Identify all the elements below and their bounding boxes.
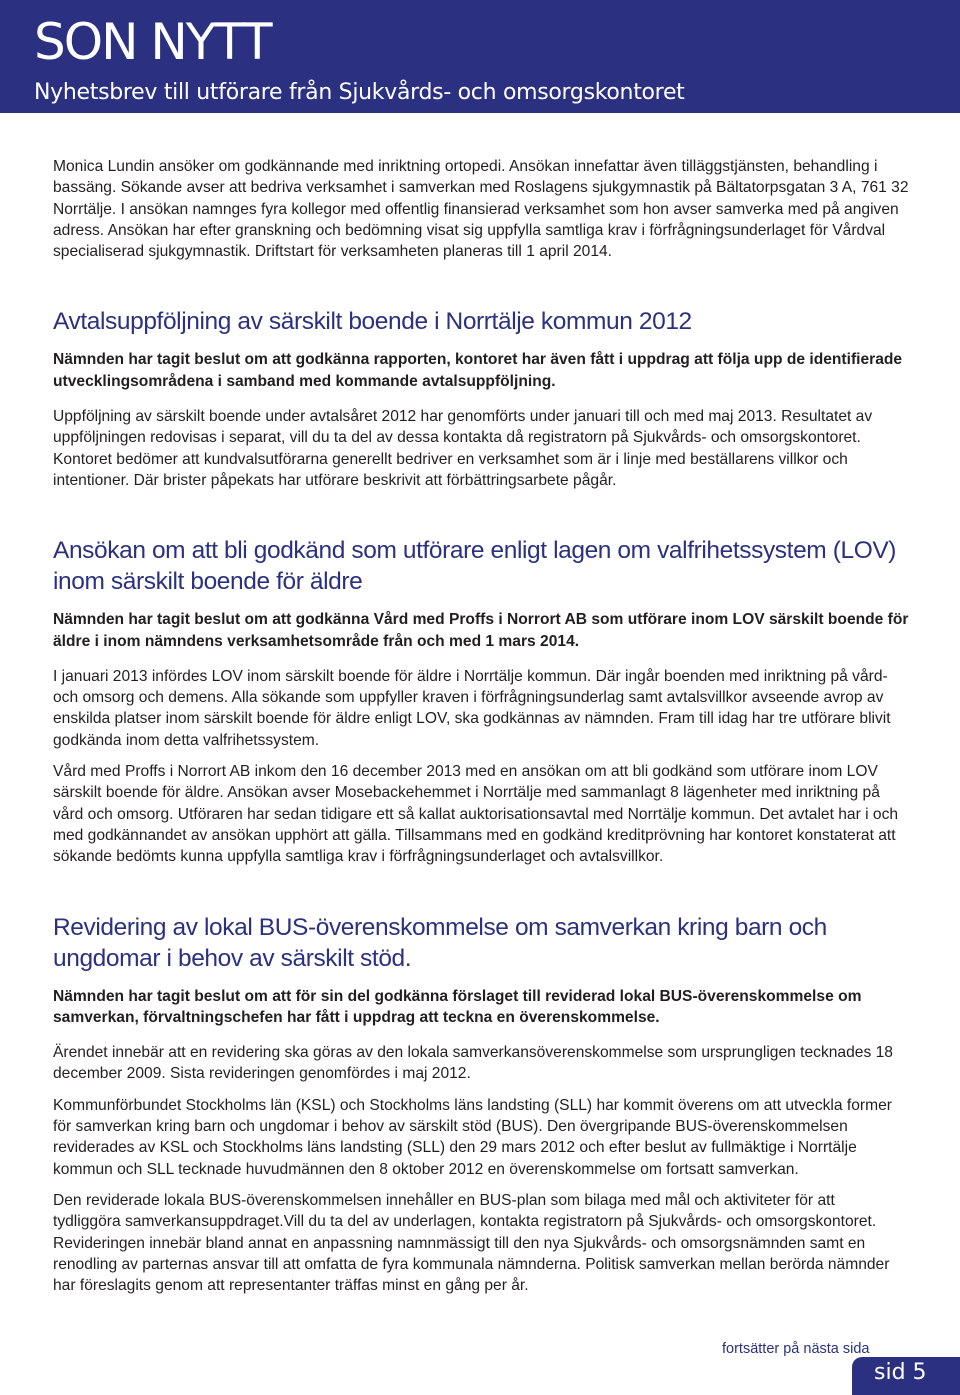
section-body: I januari 2013 infördes LOV inom särskilt boende för äldre i Norrtälje kommun. Där ingår boenden med inriktning på vård- och omsorg och demens. Alla sökande som uppfyller kraven i förfrågningsunderlag samt avtalsvillkor avseende avrop av enskilda platser inom särskilt boende för äldre enligt LOV, ska godkännas av nämnden. Fram till idag har tre utförare blivit godkända inom detta valfrihetssystem. [53, 667, 891, 749]
newsletter-subtitle: Nyhetsbrev till utförare från Sjukvårds- och omsorgskontoret [34, 80, 685, 105]
newsletter-header [0, 0, 960, 113]
section-decision: Nämnden har tagit beslut om att för sin del godkänna förslaget till reviderad lokal BUS-överenskommelse om samverkan, förvaltningschefen har fått i uppdrag att teckna en överenskommelse. [53, 987, 862, 1026]
section-body: Den reviderade lokala BUS-överenskommelsen innehåller en BUS-plan som bilaga med mål och aktiviteter för att tydliggöra samverkansuppdraget.Vill du ta del av underlagen, kontakta registratorn på Sjukvårds- och omsorgskontoret. Revideringen innebär bland annat en anpassning namnmässigt till den nya Sjukvårds- och omsorgsnämnden samt en renodling av parternas ansvar till att omfatta de fyra kommunala nämnderna. Politisk samverkan mellan berörda nämnder har föreslagits genom att representanter träffas minst en gång per år. [53, 1191, 890, 1295]
continues-next-page-link[interactable]: fortsätter på nästa sida [722, 1341, 870, 1357]
section-body: Vård med Proffs i Norrort AB inkom den 16 december 2013 med en ansökan om att bli godkänd som utförare inom LOV särskilt boende för äldre. Ansökan avser Mosebackehemmet i Norrtälje med sammanlagt 8 lägenheter med inriktning på vård och omsorg. Utföraren har sedan tidigare ett så kallat auktorisationsavtal med Norrtälje kommun. Det avtalet har i och med godkännandet av ansökan upphört att gälla. Tillsammans med en godkänd kreditprövning har kontoret konstaterat att sökande bedömts kunna uppfylla samtliga krav i förfrågningsunderlaget och avtalsvillkor. [53, 763, 899, 866]
page-number: sid 5 [874, 1360, 927, 1385]
section-body: Uppföljning av särskilt boende under avtalsåret 2012 har genomförts under januari till och med maj 2013. Resultatet av uppföljningen redovisas i separat, vill du ta del av dessa kontakta då registratorn på Sjukvårds- och omsorgskontoret. Kontoret bedömer att kundvalsutförarna generellt bedriver en verksamhet som är i linje med beställarens villkor och intentioner. Där brister påpekats har utförare beskrivit att förbättringsarbete pågår. [53, 408, 873, 489]
section-body: Ärendet innebär att en revidering ska göras av den lokala samverkansöverenskommelse som ursprungligen tecknades 18 december 2009. Sista revideringen genomfördes i maj 2012. [53, 1044, 893, 1083]
newsletter-title: SON NYTT [34, 13, 271, 71]
section-body: Kommunförbundet Stockholms län (KSL) och Stockholms läns landsting (SLL) har kommit överens om att utveckla former för samverkan kring barn och ungdomar i behov av särskilt stöd (BUS). Den övergripande BUS-överenskommelsen reviderades av KSL och Stockholms läns landsting (SLL) den 29 mars 2012 och efter beslut av fullmäktige i Norrtälje kommun och SLL tecknade huvudmännen den 8 oktober 2012 en överenskommelse om fortsatt samverkan. [53, 1096, 892, 1178]
main-content [53, 156, 913, 1306]
intro-paragraph: Monica Lundin ansöker om godkännande med inriktning ortopedi. Ansökan innefattar även tilläggstjänsten, behandling i bassäng. Sökande avser att bedriva verksamhet i samverkan med Roslagens sjukgymnastik på Bältatorpsgatan 3 A, 761 32 Norrtälje. I ansökan namnges fyra kollegor med offentlig finansierad verksamhet som hon avser samverka med på angiven adress. Ansökan har efter granskning och bedömning visat sig uppfylla samtliga krav i förfrågningsunderlaget för Vårdval specialiserad sjukgymnastik. Driftstart för verksamheten planeras till 1 april 2014. [53, 158, 909, 261]
section-heading-lov-ansokan: Ansökan om att bli godkänd som utförare enligt lagen om valfrihetssystem (LOV) inom särskilt boende för äldre [53, 537, 897, 596]
section-heading-avtalsuppfoljning: Avtalsuppföljning av särskilt boende i Norrtälje kommun 2012 [53, 308, 692, 336]
section-decision: Nämnden har tagit beslut om att godkänna rapporten, kontoret har även fått i uppdrag att följa upp de identifierade utvecklingsområdena i samband med kommande avtalsuppföljning. [53, 351, 903, 390]
section-heading-bus-revidering: Revidering av lokal BUS-överenskommelse om samverkan kring barn och ungdomar i behov av särskilt stöd. [53, 913, 827, 972]
page-number-tab [852, 1357, 960, 1395]
section-decision: Nämnden har tagit beslut om att godkänna Vård med Proffs i Norrort AB som utförare inom LOV särskilt boende för äldre i inom nämndens verksamhetsområde från och med 1 mars 2014. [53, 611, 909, 650]
